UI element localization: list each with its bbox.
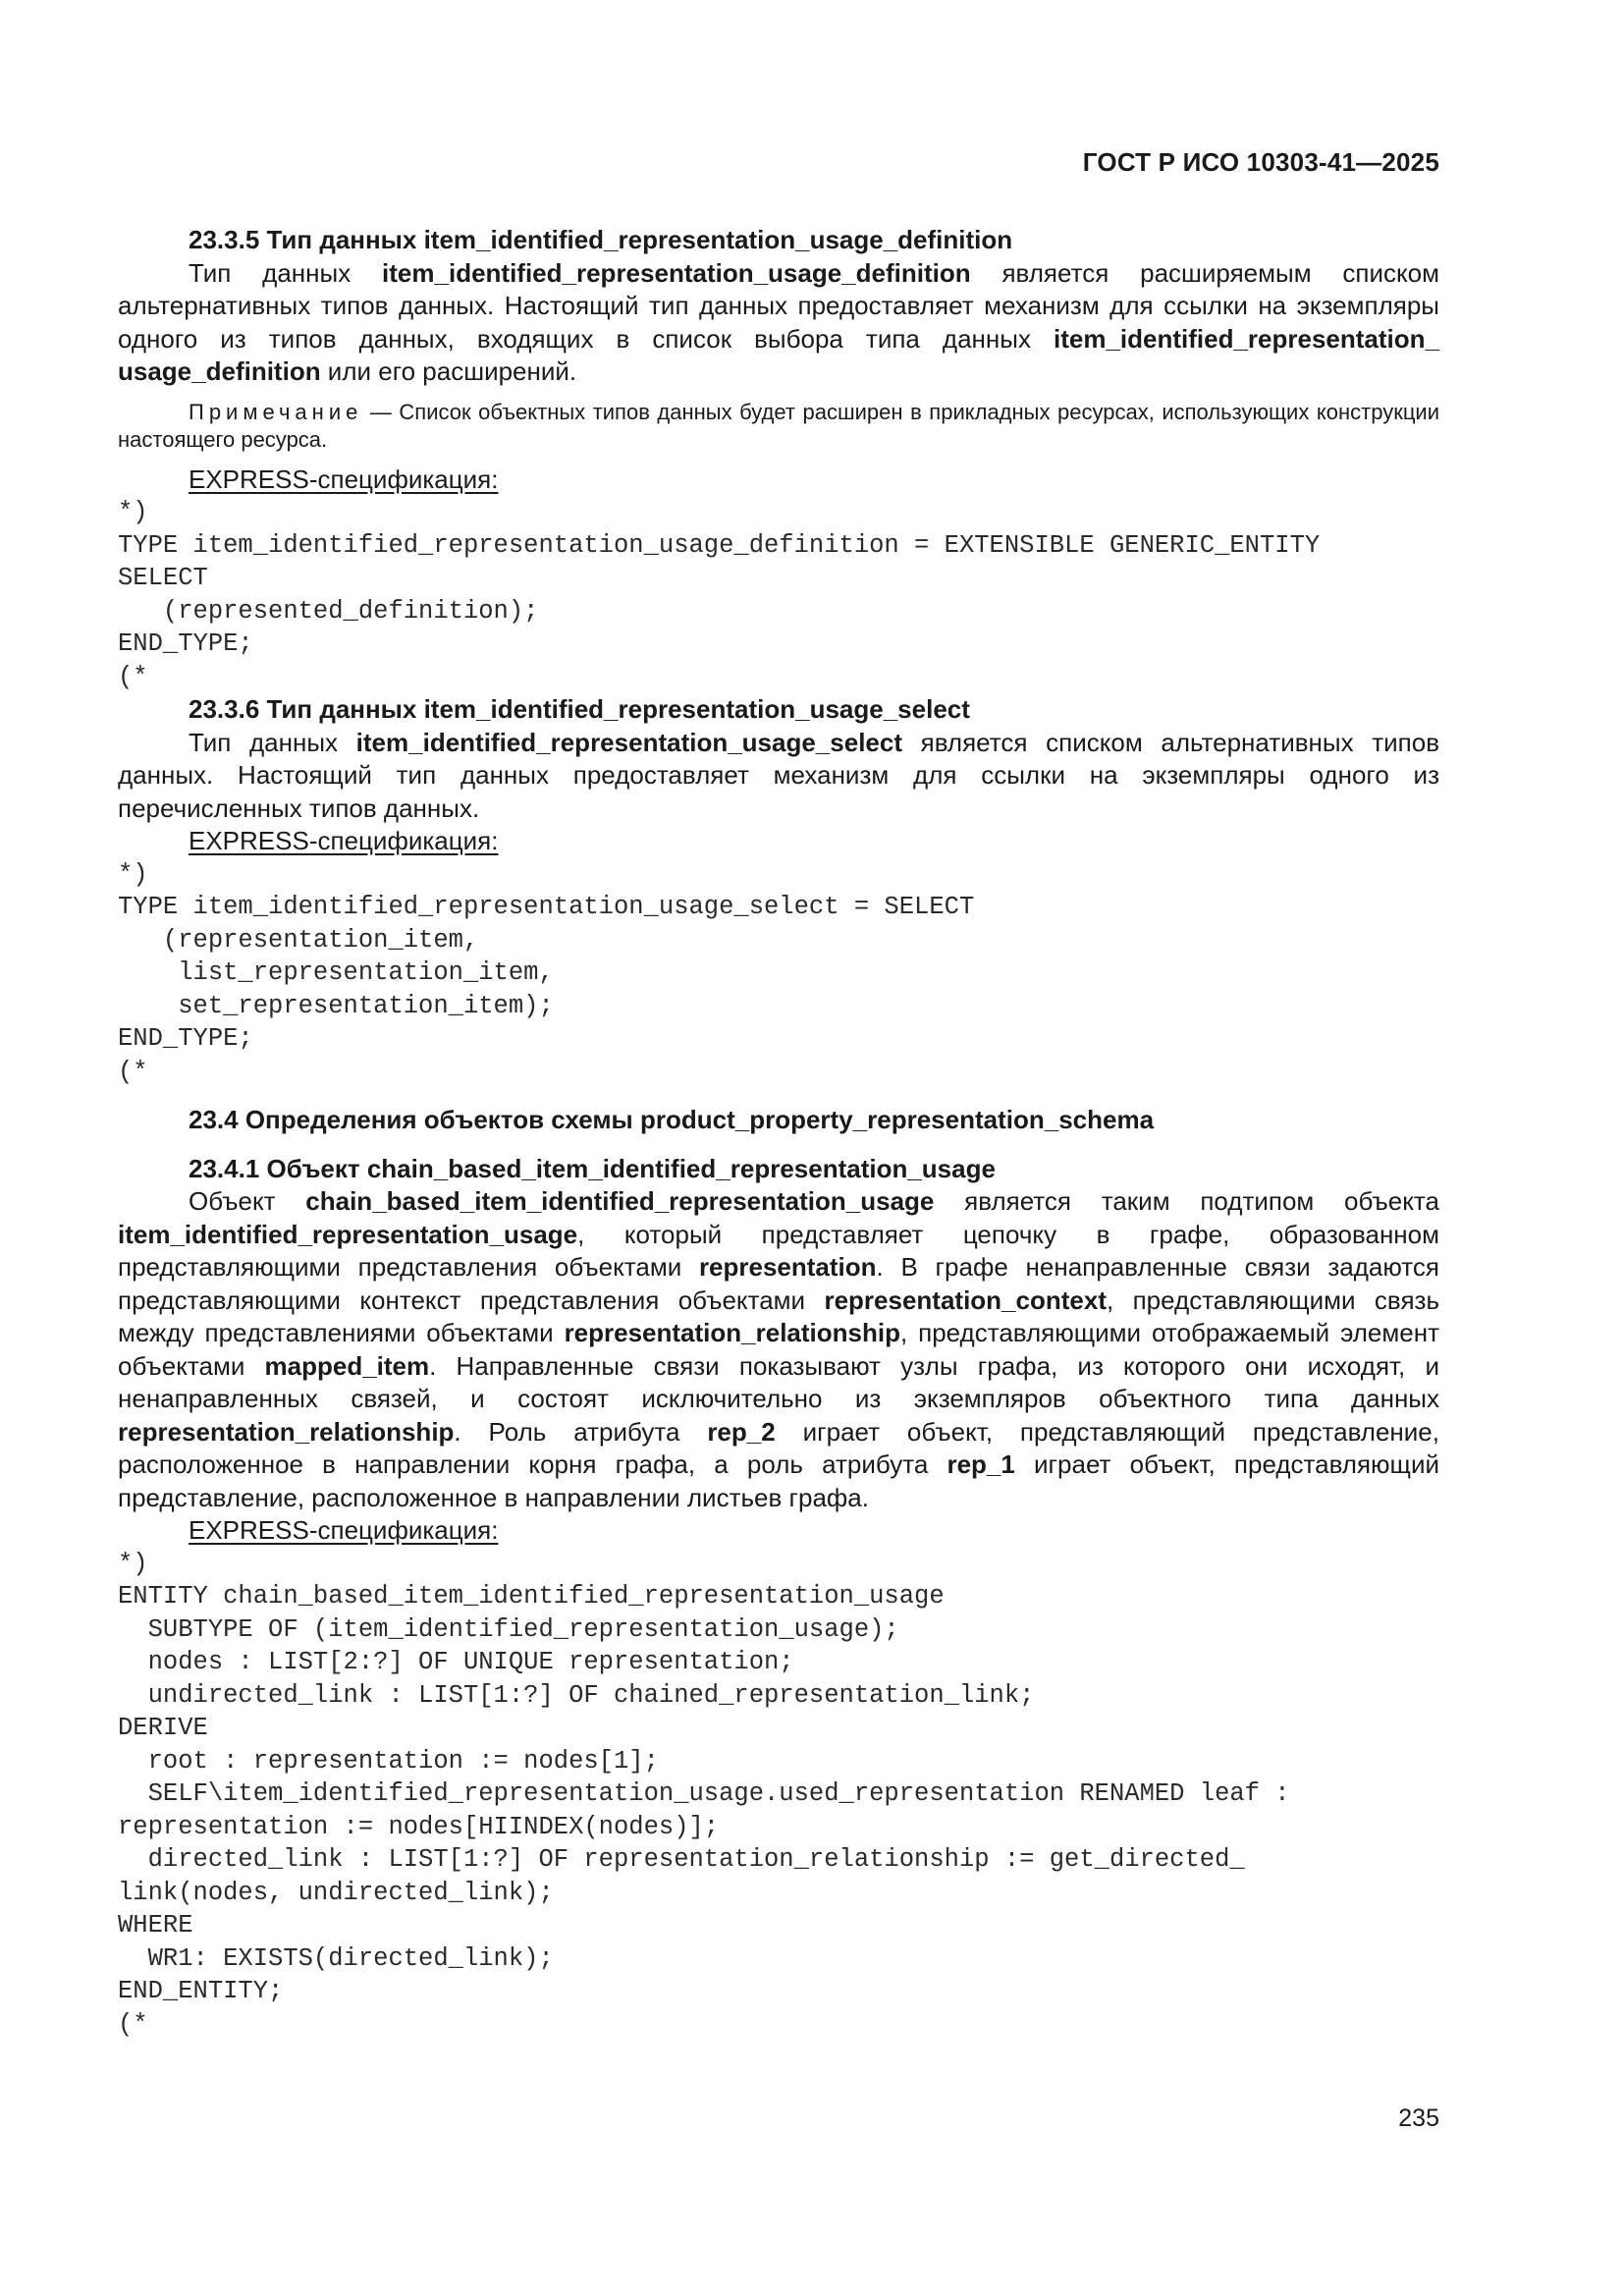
note-label: Примечание: [189, 399, 363, 424]
section-heading-23-4: 23.4 Определения объектов схемы product_property_representation_schema: [189, 1105, 1155, 1134]
text-run: или его расширений.: [320, 356, 577, 386]
express-spec-label: EXPRESS-спецификация:: [189, 464, 499, 494]
standard-header: ГОСТ Р ИСО 10303-41—2025: [1082, 147, 1439, 177]
section-paragraph: [118, 1185, 1439, 1514]
bold-term: mapped_item: [264, 1350, 430, 1381]
bold-term: item_identified_representation_usage_select: [355, 727, 902, 757]
text-run: , представляющими отображаемый элемент объектами: [118, 1318, 1439, 1381]
express-spec-label: EXPRESS-спецификация:: [189, 1515, 499, 1545]
bold-term: item_identified_representation_usage: [118, 1219, 578, 1249]
section-heading-23-4-1: 23.4.1 Объект chain_based_item_identified_representation_usage: [189, 1153, 996, 1183]
section-paragraph: [118, 257, 1439, 389]
section-paragraph: [118, 727, 1439, 826]
text-run: , который представляет цепочку в графе, образованном представляющими представления объектами: [118, 1219, 1439, 1282]
bold-term: item_identified_representation_usage_definition: [382, 257, 971, 288]
text-run: является расширяемым списком альтернативных типов данных. Настоящий тип данных предоставляет механизм для ссылки на экземпляры одного из типов данных, входящих в список выбора типа данных: [118, 257, 1440, 354]
bold-term: item_identified_representation_ usage_definition: [118, 323, 1439, 386]
text-run: Тип данных: [189, 727, 356, 757]
note: [118, 399, 1439, 454]
text-run: играет объект, представляющий представление, расположенное в направлении корня графа, а роль атрибута: [118, 1416, 1439, 1479]
bold-term: chain_based_item_identified_representation_usage: [305, 1186, 935, 1216]
page-content: [118, 224, 1439, 2041]
bold-term: representation_relationship: [564, 1318, 900, 1347]
text-run: , представляющими связь между представлениями объектами: [118, 1285, 1439, 1347]
text-run: . Роль атрибута: [454, 1416, 708, 1447]
bold-term: rep_2: [707, 1416, 776, 1447]
bold-term: rep_1: [947, 1449, 1015, 1479]
express-code-block: *) ENTITY chain_based_item_identified_representation_usage SUBTYPE OF (item_identified_representation_usage); nodes : LIST[2:?] OF UNIQUE representation; undirected_link : LIST[1:?] OF chained_representation_link; DERIVE root : representation := nodes[1]; SELF\item_identified_representation_usage.used_representation RENAMED leaf : representation := nodes[HIINDEX(nodes)]; directed_link : LIST[1:?] OF representation_relationship := get_directed_ link(nodes, undirected_link); WHERE WR1: EXISTS(directed_link); END_ENTITY; (*: [118, 1549, 1290, 2039]
note-text: — Список объектных типов данных будет расширен в прикладных ресурсах, использующих конструкции настоящего ресурса.: [118, 399, 1439, 452]
section-heading-23-3-5: 23.3.5 Тип данных item_identified_representation_usage_definition: [189, 225, 1013, 254]
express-spec-label: EXPRESS-спецификация:: [189, 826, 499, 855]
bold-term: representation_relationship: [118, 1416, 455, 1447]
text-run: . В графе ненаправленные связи задаются представляющими контекст представления объектами: [118, 1252, 1439, 1315]
page-number: 235: [1398, 2105, 1439, 2132]
text-run: Тип данных: [189, 257, 383, 288]
text-run: Объект: [189, 1186, 306, 1216]
text-run: играет объект, представляющий представление, расположенное в направлении листьев графа.: [118, 1449, 1439, 1512]
text-run: является таким подтипом объекта: [934, 1186, 1439, 1216]
bold-term: representation_context: [824, 1285, 1107, 1315]
text-run: . Направленные связи показывают узлы графа, из которого они исходят, и ненаправленных связей, и состоят исключительно из экземпляров объектного типа данных: [118, 1350, 1439, 1413]
section-heading-23-3-6: 23.3.6 Тип данных item_identified_representation_usage_select: [189, 694, 970, 724]
express-code-block: *) TYPE item_identified_representation_usage_definition = EXTENSIBLE GENERIC_ENTITY SELECT (represented_definition); END_TYPE; (*: [118, 498, 1321, 691]
express-code-block: *) TYPE item_identified_representation_usage_select = SELECT (representation_item, list_representation_item, set_representation_item); END_TYPE; (*: [118, 859, 975, 1086]
text-run: является списком альтернативных типов данных. Настоящий тип данных предоставляет механизм для ссылки на экземпляры одного из перечисленных типов данных.: [118, 727, 1440, 823]
bold-term: representation: [698, 1252, 877, 1282]
